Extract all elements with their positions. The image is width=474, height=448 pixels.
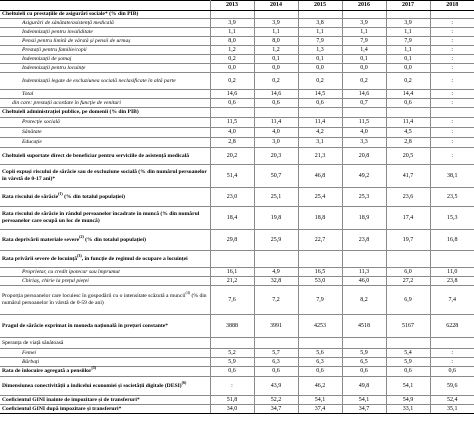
value-cell: :: [430, 55, 474, 64]
value-cell: 11,3: [342, 268, 386, 277]
value-cell: 5,6: [298, 349, 342, 358]
value-cell: 7,9: [386, 37, 430, 46]
value-cell: 23,8: [342, 230, 386, 251]
row-label: [0, 358, 210, 367]
row-label-text: Rata riscului de sărăcie în rândul persoanelor încadrate în muncă (% din numărul persoanelor care ocupă un loc de muncă): [2, 211, 200, 224]
value-cell: 4,9: [254, 268, 298, 277]
table-row: [0, 377, 474, 396]
value-cell: 0,2: [254, 73, 298, 90]
value-cell: 34,0: [210, 405, 254, 414]
value-cell: 20,5: [386, 148, 430, 165]
value-cell: 0,6: [210, 99, 254, 108]
value-cell: [430, 251, 474, 268]
table-row: [0, 37, 474, 46]
value-cell: 49,2: [342, 165, 386, 188]
value-cell: 6,5: [342, 358, 386, 367]
row-label: [0, 286, 210, 315]
value-cell: 6,9: [386, 286, 430, 315]
row-label-text: Bărbați: [22, 358, 40, 365]
value-cell: 46,0: [342, 277, 386, 286]
table-row: [0, 277, 474, 286]
value-cell: 0,0: [342, 64, 386, 73]
row-label: [0, 338, 210, 349]
value-cell: 23,0: [210, 188, 254, 207]
value-cell: 15,3: [430, 207, 474, 230]
table-row: [0, 396, 474, 405]
value-cell: 0,6: [298, 99, 342, 108]
value-cell: 0,6: [342, 367, 386, 377]
row-label-text: Protecție socială: [22, 119, 60, 126]
value-cell: 14,6: [342, 90, 386, 99]
value-cell: 8,2: [342, 286, 386, 315]
value-cell: 25,1: [254, 188, 298, 207]
row-label-text: Asigurări de sănătate/asistență medicală: [22, 19, 114, 26]
row-label-text: din care: prestații acordate în funcție de venituri: [12, 99, 121, 106]
value-cell: 4518: [342, 315, 386, 338]
table-row: [0, 64, 474, 73]
table-row: [0, 230, 474, 251]
value-cell: [210, 251, 254, 268]
value-cell: 11,0: [430, 268, 474, 277]
value-cell: 20,8: [342, 148, 386, 165]
row-label-text: Femei: [22, 349, 36, 356]
table-row: [0, 188, 474, 207]
value-cell: [430, 11, 474, 19]
row-label: [0, 315, 210, 338]
row-label: [0, 37, 210, 46]
value-cell: 5,2: [210, 349, 254, 358]
row-label-text: Rata privării severe de locuință$^{(3)}$, în funcție de regimul de ocupare a locuinței: [2, 252, 188, 262]
table-row: [0, 128, 474, 138]
row-label: [0, 148, 210, 165]
value-cell: 59,6: [430, 377, 474, 396]
table-row: [0, 46, 474, 55]
value-cell: 7,6: [210, 286, 254, 315]
value-cell: 3991: [254, 315, 298, 338]
row-label-text: Cheltuieli administrației publice, pe domenii (% din PIB): [2, 109, 139, 116]
row-label-text: Speranța de viață sănătoasă: [2, 339, 64, 346]
value-cell: :: [430, 28, 474, 37]
value-cell: 8,0: [254, 37, 298, 46]
value-cell: 0,6: [386, 367, 430, 377]
value-cell: 11,5: [342, 118, 386, 128]
value-cell: 20,2: [210, 148, 254, 165]
value-cell: 34,7: [254, 405, 298, 414]
value-cell: 11,5: [210, 118, 254, 128]
value-cell: 18,9: [342, 207, 386, 230]
value-cell: 54,9: [386, 396, 430, 405]
row-label: [0, 268, 210, 277]
value-cell: 5,7: [254, 349, 298, 358]
value-cell: :: [430, 99, 474, 108]
value-cell: 46,2: [298, 377, 342, 396]
value-cell: 0,1: [254, 55, 298, 64]
table-row: [0, 358, 474, 367]
value-cell: 2,8: [210, 138, 254, 148]
year-header: 2016: [342, 1, 386, 11]
value-cell: 1,1: [254, 28, 298, 37]
value-cell: 52,2: [254, 396, 298, 405]
value-cell: 0,1: [342, 55, 386, 64]
value-cell: 0,1: [298, 55, 342, 64]
value-cell: 4,0: [254, 128, 298, 138]
value-cell: 6,3: [298, 358, 342, 367]
value-cell: 0,0: [386, 64, 430, 73]
row-label-text: Indemnizații pentru invaliditate: [22, 28, 93, 35]
table-row: [0, 286, 474, 315]
row-label-text: Indemnizații legate de excluziunea socială neclasificate în altă parte: [22, 77, 176, 84]
row-label: [0, 277, 210, 286]
value-cell: [386, 11, 430, 19]
value-cell: 11,4: [254, 118, 298, 128]
value-cell: 3,0: [254, 138, 298, 148]
header-row: [0, 1, 474, 11]
value-cell: 19,8: [254, 207, 298, 230]
value-cell: 1,1: [298, 28, 342, 37]
row-label-text: Coeficientul GINI după impozitare și transferuri*: [2, 405, 122, 412]
value-cell: 54,1: [386, 377, 430, 396]
row-label-text: Pragul de sărăcie exprimat în moneda națională în prețuri constante*: [2, 322, 168, 329]
value-cell: 18,4: [210, 207, 254, 230]
value-cell: 21,2: [210, 277, 254, 286]
value-cell: [210, 108, 254, 118]
value-cell: [386, 251, 430, 268]
row-label: [0, 118, 210, 128]
table-row: [0, 338, 474, 349]
value-cell: 21,3: [298, 148, 342, 165]
value-cell: 16,1: [210, 268, 254, 277]
value-cell: 0,0: [254, 64, 298, 73]
value-cell: 20,3: [254, 148, 298, 165]
value-cell: 3,3: [342, 138, 386, 148]
row-label: [0, 99, 210, 108]
value-cell: 3,9: [386, 19, 430, 28]
value-cell: [254, 108, 298, 118]
row-label-text: Cheltuieli cu prestațiile de asigurări sociale* (% din PIB): [2, 11, 139, 18]
row-label: [0, 46, 210, 55]
value-cell: :: [210, 377, 254, 396]
value-cell: 1,1: [386, 28, 430, 37]
row-label: [0, 64, 210, 73]
value-cell: 19,7: [386, 230, 430, 251]
row-label: [0, 207, 210, 230]
value-cell: 54,1: [342, 396, 386, 405]
table-row: [0, 118, 474, 128]
value-cell: 0,2: [386, 73, 430, 90]
value-cell: [386, 108, 430, 118]
value-cell: 3,1: [298, 138, 342, 148]
value-cell: 1,3: [298, 46, 342, 55]
value-cell: 23,5: [430, 188, 474, 207]
value-cell: 0,2: [210, 73, 254, 90]
value-cell: 1,2: [254, 46, 298, 55]
value-cell: 23,6: [386, 188, 430, 207]
value-cell: 7,4: [430, 286, 474, 315]
value-cell: 16,5: [298, 268, 342, 277]
table-row: [0, 55, 474, 64]
value-cell: 16,8: [430, 230, 474, 251]
value-cell: 0,6: [254, 99, 298, 108]
table-row: [0, 405, 474, 414]
value-cell: 6228: [430, 315, 474, 338]
value-cell: [342, 338, 386, 349]
value-cell: 14,5: [298, 90, 342, 99]
value-cell: 0,6: [210, 367, 254, 377]
value-cell: 5,4: [386, 349, 430, 358]
value-cell: 14,6: [210, 90, 254, 99]
row-label: [0, 251, 210, 268]
table-row: [0, 367, 474, 377]
table-row: [0, 90, 474, 99]
table-row: [0, 99, 474, 108]
value-cell: 1,1: [210, 28, 254, 37]
value-cell: 3,9: [342, 19, 386, 28]
value-cell: [298, 338, 342, 349]
row-label: [0, 19, 210, 28]
row-label: [0, 405, 210, 414]
row-label-text: Chiriaș, chirie la prețul pieței: [22, 277, 89, 284]
value-cell: 33,1: [386, 405, 430, 414]
value-cell: :: [430, 90, 474, 99]
year-header: 2013: [210, 1, 254, 11]
row-label: [0, 165, 210, 188]
value-cell: 5167: [386, 315, 430, 338]
row-label-text: Proprietar, cu credit ipotecar sau împrumut: [22, 268, 120, 275]
value-cell: 37,4: [298, 405, 342, 414]
value-cell: 1,1: [386, 46, 430, 55]
value-cell: :: [430, 46, 474, 55]
row-label-text: Indemnizații de șomaj: [22, 55, 72, 62]
value-cell: :: [430, 128, 474, 138]
row-label-text: Coeficientul GINI înainte de impozitare și de transferuri*: [2, 396, 140, 403]
value-cell: [298, 251, 342, 268]
value-cell: 25,9: [254, 230, 298, 251]
value-cell: 0,7: [342, 99, 386, 108]
value-cell: :: [430, 138, 474, 148]
value-cell: 54,1: [298, 396, 342, 405]
value-cell: 53,0: [298, 277, 342, 286]
value-cell: :: [430, 358, 474, 367]
value-cell: [254, 338, 298, 349]
value-cell: [298, 11, 342, 19]
value-cell: 11,4: [298, 118, 342, 128]
value-cell: [430, 108, 474, 118]
value-cell: 25,3: [342, 188, 386, 207]
value-cell: 7,9: [342, 37, 386, 46]
row-label-text: Total: [22, 90, 34, 97]
row-label: [0, 90, 210, 99]
value-cell: :: [430, 349, 474, 358]
row-label: [0, 377, 210, 396]
table-row: [0, 315, 474, 338]
value-cell: :: [430, 73, 474, 90]
table-row: [0, 138, 474, 148]
table-row: [0, 207, 474, 230]
value-cell: :: [430, 148, 474, 165]
row-label-text: Pensii pentru limită de vârstă și pensii de urmaș: [22, 37, 131, 44]
value-cell: 3,9: [210, 19, 254, 28]
value-cell: 0,6: [430, 367, 474, 377]
value-cell: 4253: [298, 315, 342, 338]
row-label-text: Sănătate: [22, 129, 42, 136]
value-cell: 3,8: [298, 19, 342, 28]
row-label: [0, 188, 210, 207]
value-cell: :: [430, 118, 474, 128]
row-label-text: Rata deprivării materiale severe$^{(2)}$ (% din totalul populației): [2, 233, 146, 243]
value-cell: 32,8: [254, 277, 298, 286]
value-cell: [210, 11, 254, 19]
table-row: [0, 251, 474, 268]
row-label: [0, 73, 210, 90]
value-cell: 7,9: [298, 286, 342, 315]
row-label: [0, 396, 210, 405]
value-cell: 5,9: [210, 358, 254, 367]
value-cell: 0,6: [298, 367, 342, 377]
row-label: [0, 367, 210, 377]
table-row: [0, 28, 474, 37]
value-cell: 25,4: [298, 188, 342, 207]
value-cell: [298, 108, 342, 118]
value-cell: 4,0: [210, 128, 254, 138]
value-cell: 51,4: [210, 165, 254, 188]
value-cell: 2,8: [386, 138, 430, 148]
table-row: [0, 349, 474, 358]
row-label-text: Prestații pentru familie/copii: [22, 46, 87, 53]
value-cell: 22,7: [298, 230, 342, 251]
row-label-text: Rata de înlocuire agregată a pensiilor$^{(5)}$: [2, 365, 97, 375]
row-label: [0, 349, 210, 358]
value-cell: 41,7: [386, 165, 430, 188]
row-label: [0, 108, 210, 118]
row-label: [0, 55, 210, 64]
table-row: [0, 19, 474, 28]
value-cell: [210, 338, 254, 349]
value-cell: 0,0: [298, 64, 342, 73]
value-cell: 11,4: [386, 118, 430, 128]
value-cell: 50,7: [254, 165, 298, 188]
value-cell: 6,3: [254, 358, 298, 367]
value-cell: 34,7: [342, 405, 386, 414]
value-cell: [254, 251, 298, 268]
row-label-text: Educație: [22, 139, 42, 146]
value-cell: 23,8: [430, 277, 474, 286]
value-cell: [386, 338, 430, 349]
header-label-cell: [0, 1, 210, 11]
value-cell: [342, 11, 386, 19]
value-cell: 8,0: [210, 37, 254, 46]
value-cell: 18,8: [298, 207, 342, 230]
row-label: [0, 138, 210, 148]
table-row: [0, 165, 474, 188]
value-cell: 35,1: [430, 405, 474, 414]
value-cell: 43,9: [254, 377, 298, 396]
value-cell: 4,2: [298, 128, 342, 138]
table-row: [0, 268, 474, 277]
value-cell: 17,4: [386, 207, 430, 230]
value-cell: [342, 108, 386, 118]
value-cell: 1,2: [210, 46, 254, 55]
value-cell: [430, 338, 474, 349]
year-header: 2018: [430, 1, 474, 11]
value-cell: 0,1: [386, 55, 430, 64]
value-cell: 3,9: [254, 19, 298, 28]
row-label-text: Proporția persoanelor care locuiesc în gospodării cu o intensitate scăzută a muncii$^{(4)}$ (% din numărul persoanelor în vârstă de 0-59 de ani): [2, 290, 207, 306]
row-label-text: Rata riscului de sărăcie$^{(1)}$ (% din totalul populației): [2, 190, 125, 200]
table-row: [0, 11, 474, 19]
value-cell: 5,9: [342, 349, 386, 358]
value-cell: 51,8: [210, 396, 254, 405]
value-cell: 0,2: [298, 73, 342, 90]
row-label-text: Dimensiunea conectivității a indicelui economiei și societății digitale (DESI)$^{(6)}$: [2, 379, 187, 389]
year-header: 2014: [254, 1, 298, 11]
value-cell: :: [430, 37, 474, 46]
value-cell: 0,0: [210, 64, 254, 73]
value-cell: [342, 251, 386, 268]
value-cell: 1,4: [342, 46, 386, 55]
table-row: [0, 108, 474, 118]
value-cell: 4,0: [342, 128, 386, 138]
value-cell: 0,2: [342, 73, 386, 90]
table-row: [0, 73, 474, 90]
value-cell: 7,9: [298, 37, 342, 46]
value-cell: [254, 11, 298, 19]
value-cell: 0,6: [386, 99, 430, 108]
row-label-text: Indemnizații pentru locuințe: [22, 64, 86, 71]
year-header: 2017: [386, 1, 430, 11]
value-cell: 4,5: [386, 128, 430, 138]
table-row: [0, 148, 474, 165]
row-label: [0, 28, 210, 37]
row-label: [0, 128, 210, 138]
value-cell: 46,8: [298, 165, 342, 188]
value-cell: 27,2: [386, 277, 430, 286]
value-cell: 7,2: [254, 286, 298, 315]
value-cell: 14,6: [254, 90, 298, 99]
value-cell: 14,4: [386, 90, 430, 99]
value-cell: 0,2: [210, 55, 254, 64]
row-label-text: Copii expuși riscului de sărăcie sau de excluziune socială (% din numărul persoanelor în vârstă de 0-17 ani)*: [2, 169, 207, 182]
year-header: 2015: [298, 1, 342, 11]
value-cell: :: [430, 64, 474, 73]
value-cell: 38,1: [430, 165, 474, 188]
value-cell: 6,0: [386, 268, 430, 277]
value-cell: 29,8: [210, 230, 254, 251]
value-cell: 5,9: [386, 358, 430, 367]
row-label: [0, 11, 210, 19]
value-cell: :: [430, 19, 474, 28]
value-cell: 0,6: [254, 367, 298, 377]
value-cell: 49,8: [342, 377, 386, 396]
value-cell: 1,1: [342, 28, 386, 37]
row-label: [0, 230, 210, 251]
value-cell: 3888: [210, 315, 254, 338]
value-cell: 52,4: [430, 396, 474, 405]
row-label-text: Cheltuieli suportate direct de beneficiar pentru serviciile de asistență medicală: [2, 152, 189, 159]
